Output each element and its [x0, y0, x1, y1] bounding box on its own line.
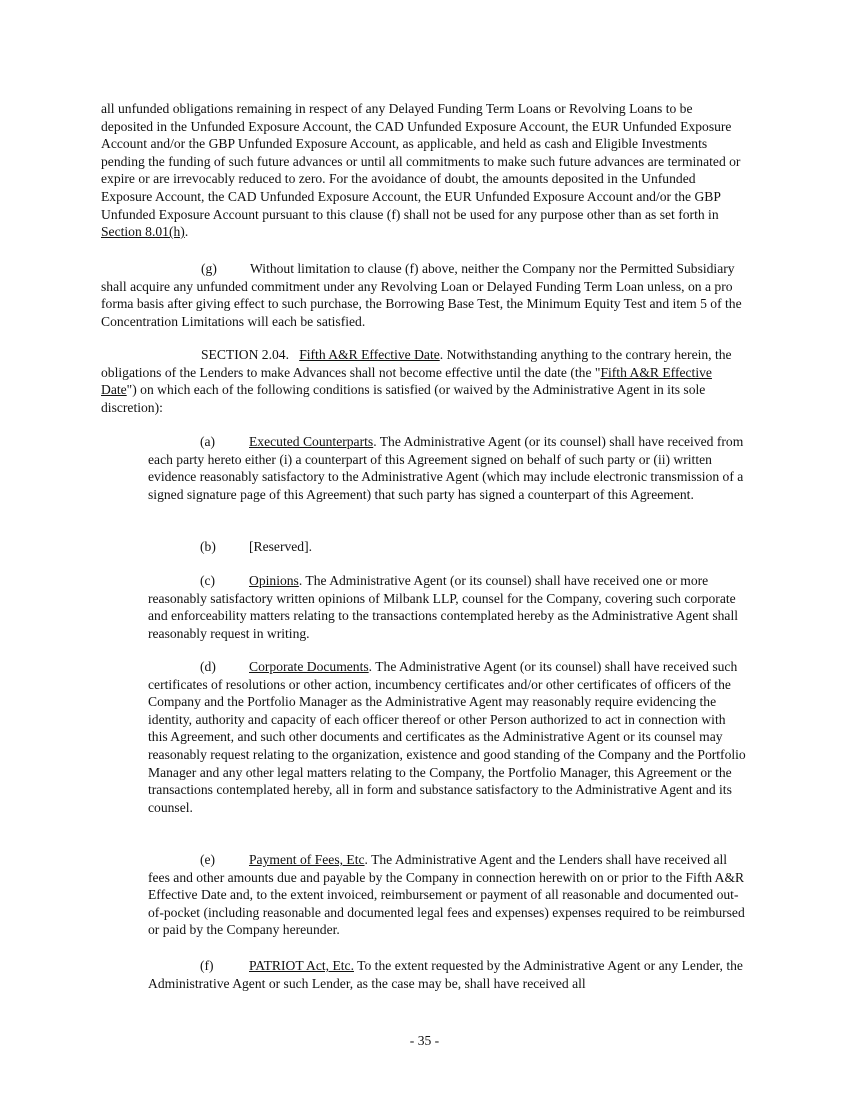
item-d: (d) Corporate Documents. The Administrative Agent (or its counsel) shall have received such certificates of resolutions or other action, incumbency certificates and/or other certificates of officers of the Company and the Portfolio Manager as the Administrative Agent may reasonably require evidencing the identity, authority and capacity of each officer thereof or other Person authorized to act in connection with this Agreement, and such other documents and certificates as the Administrative Agent or its counsel may reasonably request relating to the organization, existence and good standing of the Company and the Portfolio Manager and any other legal matters relating to the Company, the Portfolio Manager, this Agreement or the transactions contemplated hereby, all in form and substance satisfactory to the Administrative Agent and its counsel. — [148, 659, 746, 815]
defined-term: Fifth A&R Effective Date — [101, 364, 712, 398]
item-heading: Executed Counterparts — [249, 434, 374, 449]
paragraph-g: (g) Without limitation to clause (f) above, neither the Company nor the Permitted Subsidiary shall acquire any unfunded commitment under any Revolving Loan or Delayed Funding Term Loan unless, on a pro forma basis after giving effect to such purchase, the Borrowing Base Test, the Minimum Equity Test and item 5 of the Concentration Limitations will each be satisfied. — [101, 261, 742, 329]
item-f: (f) PATRIOT Act, Etc. To the extent requested by the Administrative Agent or any Lender, the Administrative Agent or such Lender, as the case may be, shall have received all — [148, 958, 743, 991]
item-a: (a) Executed Counterparts. The Administrative Agent (or its counsel) shall have received from each party hereto either (i) a counterpart of this Agreement signed on behalf of such party or (ii) written evidence reasonably satisfactory to the Administrative Agent (which may include electronic transmission of a signed signature page of this Agreement) that such party has signed a counterpart of this Agreement. — [148, 434, 744, 502]
clause-number: (f) — [200, 958, 214, 973]
section-reference-link[interactable]: Section 8.01(h) — [101, 224, 185, 240]
item-heading: PATRIOT Act, Etc. — [249, 958, 354, 973]
section-2-04: SECTION 2.04. Fifth A&R Effective Date. Notwithstanding anything to the contrary herein, the obligations of the Lenders to make Advances shall not become effective until the date (the "Fifth A&R Effective Date") on which each of the following conditions is satisfied (or waived by the Administrative Agent in its sole discretion): — [101, 347, 732, 415]
item-heading: Corporate Documents — [249, 659, 369, 674]
paragraph-f-continuation: all unfunded obligations remaining in respect of any Delayed Funding Term Loans or Revolving Loans to be deposited in the Unfunded Exposure Account, the CAD Unfunded Exposure Account, the EUR Unfunded Exposure Account and/or the GBP Unfunded Exposure Account, as applicable, and held as cash and Eligible Investments pending the funding of such future advances or until all commitments to make such future advances are terminated or expire or are irrevocably reduced to zero. For the avoidance of doubt, the amounts deposited in the Unfunded Exposure Account, the CAD Unfunded Exposure Account, the EUR Unfunded Exposure Account and/or the GBP Unfunded Exposure Account pursuant to this clause (f) shall not be used for any purpose other than as set forth in Section 8.01(h). — [101, 101, 741, 240]
item-heading: Payment of Fees, Etc — [249, 852, 365, 867]
item-heading: Opinions — [249, 573, 299, 588]
clause-number: (a) — [200, 434, 216, 449]
clause-number: (c) — [200, 573, 216, 588]
item-c: (c) Opinions. The Administrative Agent (or its counsel) shall have received one or more reasonably satisfactory written opinions of Milbank LLP, counsel for the Company, covering such corporate and enforceability matters relating to the transactions contemplated hereby as the Administrative Agent shall reasonably request in writing. — [148, 573, 739, 641]
item-e: (e) Payment of Fees, Etc. The Administrative Agent and the Lenders shall have received all fees and other amounts due and payable by the Company in connection herewith on or prior to the Fifth A&R Effective Date and, to the extent invoiced, reimbursement or payment of all reasonable and documented out-of-pocket (including reasonable and documented legal fees and expenses) expenses required to be reimbursed or paid by the Company hereunder. — [148, 852, 745, 938]
item-b: (b) [Reserved]. — [200, 539, 313, 554]
page-number: - 35 - — [409, 1033, 440, 1048]
clause-number: (e) — [200, 852, 216, 867]
section-title: Fifth A&R Effective Date — [299, 347, 440, 362]
clause-number: (b) — [200, 539, 216, 554]
clause-number: (g) — [201, 261, 217, 276]
clause-number: (d) — [200, 659, 216, 674]
section-label: SECTION 2.04. — [201, 347, 289, 362]
